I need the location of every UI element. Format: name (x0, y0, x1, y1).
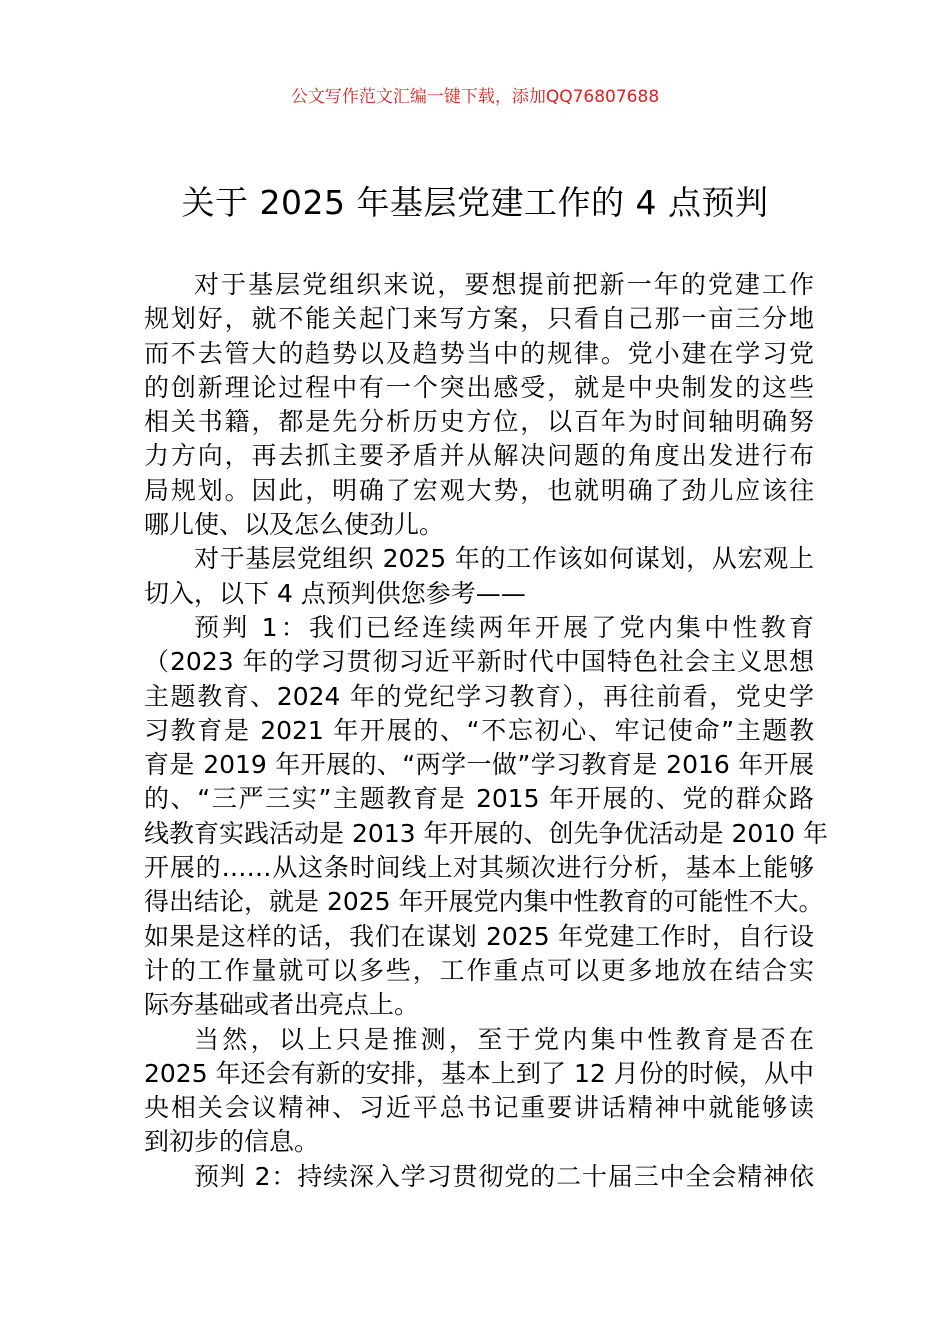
prediction-1-line: 得出结论，就是 2025 年开展党内集中性教育的可能性不大。 (144, 887, 824, 917)
paragraph-2-line: 切入，以下 4 点预判供您参考—— (144, 578, 526, 608)
paragraph-1-line: 局规划。因此，明确了宏观大势，也就明确了劲儿应该往 (144, 475, 814, 505)
download-banner: 公文写作范文汇编一键下载，添加QQ76807688 (290, 87, 660, 107)
prediction-1-line: 线教育实践活动是 2013 年开展的、创先争优活动是 2010 年 (144, 818, 829, 848)
prediction-1-line: 计的工作量就可以多些，工作重点可以更多地放在结合实 (144, 955, 814, 985)
prediction-1-line: 预判 1：我们已经连续两年开展了党内集中性教育 (194, 612, 814, 642)
paragraph-1-line: 的创新理论过程中有一个突出感受，就是中央制发的这些 (144, 372, 814, 402)
prediction-1-line: 的、“三严三实”主题教育是 2015 年开展的、党的群众路 (144, 784, 814, 814)
paragraph-1-line: 力方向，再去抓主要矛盾并从解决问题的角度出发进行布 (144, 441, 814, 471)
prediction-1-line: 主题教育、2024 年的党纪学习教育），再往前看，党史学 (144, 681, 814, 711)
paragraph-2-line: 对于基层党组织 2025 年的工作该如何谋划，从宏观上 (194, 544, 814, 574)
paragraph-1-line: 相关书籍，都是先分析历史方位，以百年为时间轴明确努 (144, 407, 814, 437)
document-body (144, 268, 829, 1194)
paragraph-1-line: 哪儿使、以及怎么使劲儿。 (144, 510, 445, 540)
page-title: 关于 2025 年基层党建工作的 4 点预判 (181, 183, 769, 222)
prediction-1-line: （2023 年的学习贯彻习近平新时代中国特色社会主义思想 (144, 647, 814, 677)
paragraph-4-line: 到初步的信息。 (144, 1127, 320, 1157)
paragraph-4-line: 央相关会议精神、习近平总书记重要讲话精神中就能够读 (144, 1093, 814, 1123)
paragraph-1-line: 规划好，就不能关起门来写方案，只看自己那一亩三分地 (144, 304, 814, 334)
paragraph-1-line: 而不去管大的趋势以及趋势当中的规律。党小建在学习党 (144, 338, 814, 368)
paragraph-4-line: 2025 年还会有新的安排，基本上到了 12 月份的时候，从中 (144, 1058, 814, 1088)
paragraph-1-line: 对于基层党组织来说，要想提前把新一年的党建工作 (194, 270, 814, 299)
prediction-2-line: 预判 2：持续深入学习贯彻党的二十届三中全会精神依 (194, 1161, 814, 1191)
prediction-1-line: 育是 2019 年开展的、“两学一做”学习教育是 2016 年开展 (144, 750, 814, 780)
prediction-1-line: 如果是这样的话，我们在谋划 2025 年党建工作时，自行设 (144, 921, 814, 951)
prediction-1-line: 习教育是 2021 年开展的、“不忘初心、牢记使命”主题教 (144, 715, 814, 745)
paragraph-4-line: 当然，以上只是推测，至于党内集中性教育是否在 (194, 1024, 814, 1054)
prediction-1-line: 际夯基础或者出亮点上。 (144, 990, 420, 1020)
prediction-1-line: 开展的……从这条时间线上对其频次进行分析，基本上能够 (144, 853, 814, 883)
